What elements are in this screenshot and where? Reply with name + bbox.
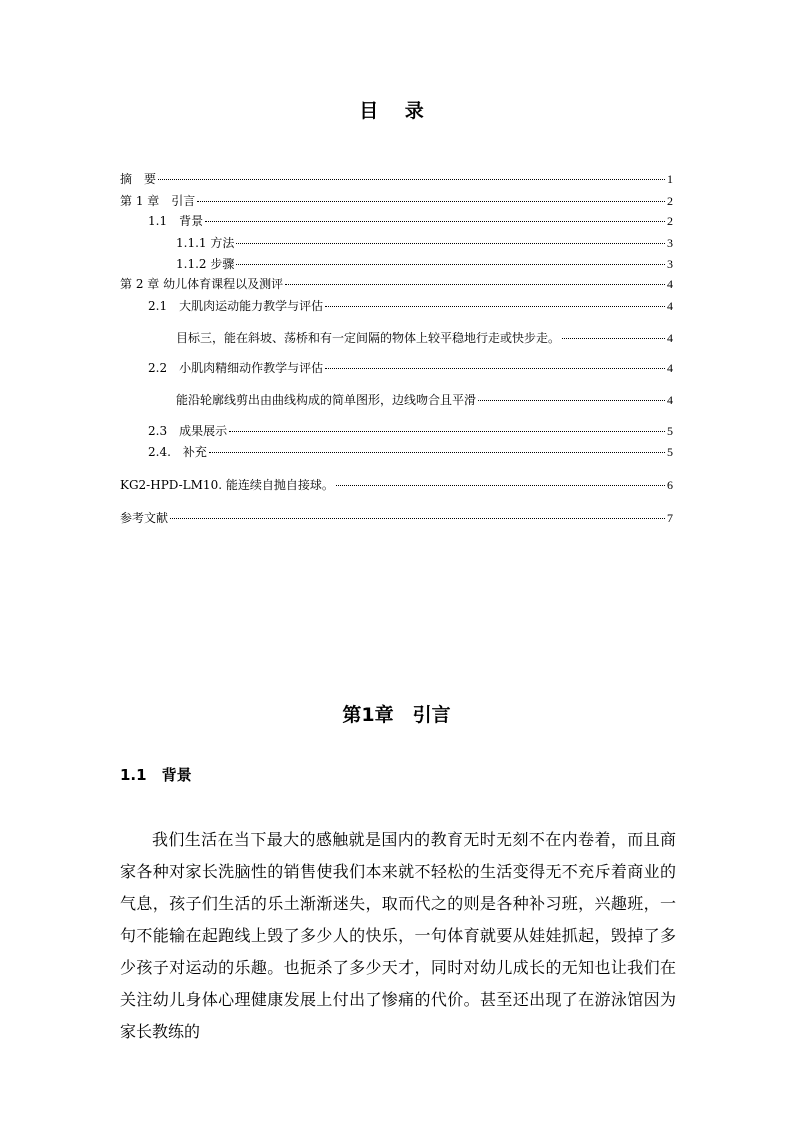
toc-entry-chapter-2[interactable] (120, 277, 673, 291)
toc-entry-label: 第 2 章 幼儿体育课程以及测评 (120, 277, 284, 291)
toc-dot-leader (170, 518, 665, 519)
toc-page-number: 5 (667, 424, 673, 438)
toc-entry-section-1-1[interactable] (148, 214, 673, 228)
toc-page-number: 4 (667, 331, 673, 345)
toc-dot-leader (229, 431, 665, 432)
toc-dot-leader (325, 306, 665, 307)
toc-dot-leader (158, 179, 665, 180)
toc-page-number: 3 (667, 236, 673, 250)
toc-page-number: 5 (667, 445, 673, 459)
toc-dot-leader (336, 485, 665, 486)
toc-entry-label: 能沿轮廓线剪出由曲线构成的简单图形，边线吻合且平滑 (176, 393, 477, 407)
toc-entry-cutting-curve[interactable] (176, 393, 673, 407)
body-paragraph: 我们生活在当下最大的感触就是国内的教育无时无刻不在内卷着，而且商家各种对家长洗脑性的销售使我们本来就不轻松的生活变得无不充斥着商业的气息，孩子们生活的乐土渐渐迷失，取而代之的则是各种补习班，兴趣班，一句不能输在起跑线上毁了多少人的快乐，一句体育就要从娃娃抓起，毁掉了多少孩子对运动的乐趣。也扼杀了多少天才，同时对幼儿成长的无知也让我们在关注幼儿身体心理健康发展上付出了惨痛的代价。甚至还出现了在游泳馆因为家长教练的 (120, 830, 676, 1041)
toc-entry-references[interactable] (120, 511, 673, 525)
toc-entry-chapter-1[interactable] (120, 194, 673, 208)
toc-page-number: 2 (667, 194, 673, 208)
section-heading: 1.1 背景 (120, 766, 192, 784)
toc-page-number: 3 (667, 257, 673, 271)
toc-page-number: 2 (667, 214, 673, 228)
toc-page-number: 1 (667, 172, 673, 186)
toc-page-number: 4 (667, 393, 673, 407)
toc-entry-label: 2.1 大肌肉运动能力教学与评估 (148, 299, 324, 313)
toc-page-number: 6 (667, 478, 673, 492)
toc-entry-label: 1.1 背景 (148, 214, 204, 228)
toc-dot-leader (236, 243, 665, 244)
toc-entry-kg2-hpd-lm10[interactable] (120, 478, 673, 492)
toc-entry-label: 摘 要 (120, 172, 157, 186)
toc-page-number: 4 (667, 361, 673, 375)
toc-dot-leader (197, 201, 665, 202)
toc-entry-label: 1.1.1 方法 (176, 236, 235, 250)
toc-entry-section-2-3[interactable] (148, 424, 673, 438)
toc-entry-section-2-2[interactable] (148, 361, 673, 375)
toc-entry-label: 2.4. 补充 (148, 445, 207, 459)
toc-page-number: 4 (667, 299, 673, 313)
toc-entry-subsection-1-1-2[interactable] (176, 257, 673, 271)
toc-dot-leader (478, 400, 665, 401)
toc-entry-section-2-4[interactable] (148, 445, 673, 459)
toc-title: 目 录 (359, 100, 434, 122)
toc-entry-label: 参考文献 (120, 511, 169, 525)
toc-dot-leader (325, 368, 665, 369)
toc-dot-leader (205, 221, 665, 222)
toc-entry-subsection-1-1-1[interactable] (176, 236, 673, 250)
toc-entry-label: 2.2 小肌肉精细动作教学与评估 (148, 361, 324, 375)
toc-entry-section-2-1[interactable] (148, 299, 673, 313)
toc-entry-label: 第 1 章 引言 (120, 194, 196, 208)
toc-dot-leader (209, 452, 665, 453)
toc-dot-leader (285, 284, 665, 285)
toc-entry-label: 目标三，能在斜坡、荡桥和有一定间隔的物体上较平稳地行走或快步走。 (176, 331, 561, 345)
toc-entry-label: 1.1.2 步骤 (176, 257, 235, 271)
toc-page-number: 7 (667, 511, 673, 525)
toc-entry-label: 2.3 成果展示 (148, 424, 228, 438)
toc-entry-abstract[interactable] (120, 172, 673, 186)
toc-page-number: 4 (667, 277, 673, 291)
toc-dot-leader (562, 338, 665, 339)
toc-entry-label: KG2-HPD-LM10. 能连续自抛自接球。 (120, 478, 334, 492)
toc-entry-goal-three[interactable] (176, 331, 673, 345)
toc-dot-leader (236, 264, 665, 265)
chapter-heading: 第1章 引言 (342, 704, 451, 726)
